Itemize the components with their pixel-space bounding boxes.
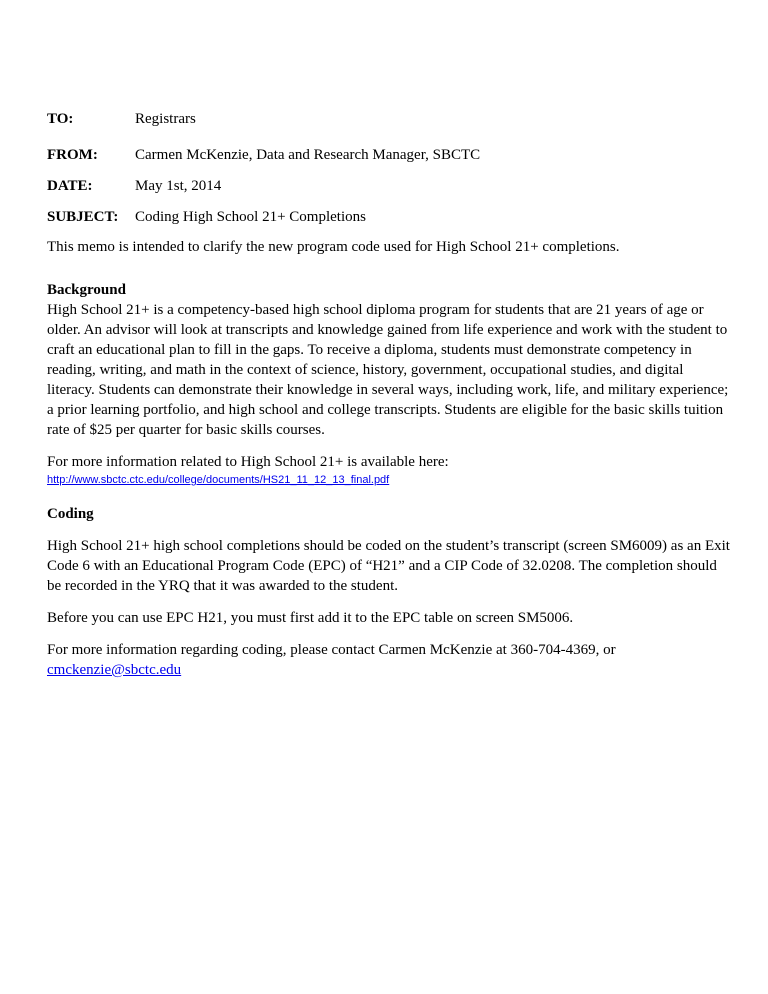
contact-text: For more information regarding coding, please contact Carmen McKenzie at 360-704-4369, or — [47, 642, 616, 658]
intro-paragraph: This memo is intended to clarify the new program code used for High School 21+ completions. — [47, 239, 620, 255]
more-info-link[interactable]: http://www.sbctc.ctc.edu/college/documents/HS21_11_12_13_final.pdf — [47, 474, 390, 486]
background-paragraph: High School 21+ is a competency-based high school diploma program for students that are 21 years of age or older. An advisor will look at transcripts and knowledge gained from life experience and work with the student to craft an educational plan to fill in the gaps. To receive a diploma, students must demonstrate competency in reading, writing, and math in the context of science, history, government, occupational studies, and digital literacy. Students can demonstrate their knowledge in several ways, including work, life, and military experience; a prior learning portfolio, and high school and college transcripts. Students are eligible for the basic skills tuition rate of $25 per quarter for basic skills courses. — [47, 302, 729, 438]
to-value: Registrars — [135, 111, 196, 127]
subject-label: SUBJECT: — [47, 209, 119, 225]
epc-note: Before you can use EPC H21, you must first add it to the EPC table on screen SM5006. — [47, 610, 574, 626]
more-info-text: For more information related to High School 21+ is available here: — [47, 454, 449, 470]
coding-paragraph: High School 21+ high school completions should be coded on the student’s transcript (screen SM6009) as an Exit Code 6 with an Educational Program Code (EPC) of “H21” and a CIP Code of 32.0208. The completion should be recorded in the YRQ that it was awarded to the student. — [47, 538, 730, 594]
from-value: Carmen McKenzie, Data and Research Manager, SBCTC — [135, 147, 481, 163]
contact-paragraph — [47, 640, 731, 680]
from-label: FROM: — [47, 147, 98, 163]
subject-value: Coding High School 21+ Completions — [135, 209, 366, 225]
contact-email-link[interactable]: cmckenzie@sbctc.edu — [47, 662, 182, 678]
date-label: DATE: — [47, 178, 93, 194]
background-heading: Background — [47, 282, 126, 298]
to-label: TO: — [47, 111, 74, 127]
date-value: May 1st, 2014 — [135, 178, 222, 194]
coding-heading: Coding — [47, 506, 94, 522]
